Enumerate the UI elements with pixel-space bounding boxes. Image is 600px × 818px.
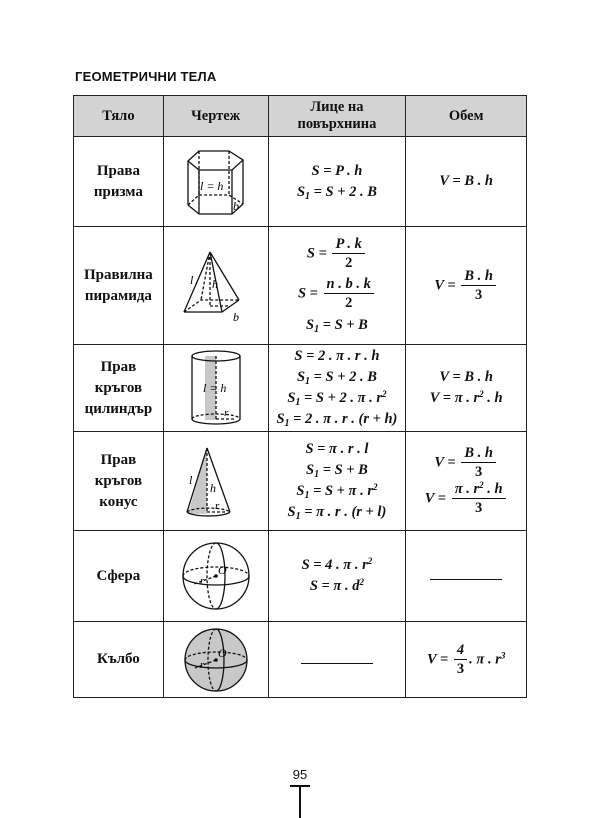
no-value-dash — [301, 663, 373, 664]
svg-text:O: O — [217, 645, 227, 660]
table-header-row — [74, 96, 527, 137]
svg-text:b: b — [232, 309, 239, 324]
volume-formula-ball: V = $\frac{4}{3}$ . π . $r^3$ — [406, 622, 527, 698]
section-heading: ГЕОМЕТРИЧНИ ТЕЛА — [75, 69, 217, 84]
volume-formula-pyramid: V = $\frac{B . h}{3}$ — [406, 227, 527, 345]
body-name-prism: Права призма — [74, 137, 164, 227]
hexagonal-prism-icon — [181, 144, 251, 220]
page-marker-icon — [289, 784, 311, 818]
body-name-ball: Кълбо — [74, 622, 164, 698]
svg-text:l = h: l = h — [199, 178, 224, 193]
volume-formula-cone: V = $\frac{B . h}{3}$ V = $\frac{\pi . r^2 . h}{3}$ — [406, 432, 527, 531]
no-value-dash — [430, 579, 502, 580]
page-number: 95 — [292, 767, 308, 782]
area-formula-ball — [268, 622, 406, 698]
volume-formula-prism: V = B . h — [406, 137, 527, 227]
header-drawing: Чертеж — [163, 96, 268, 137]
body-name-sphere: Сфера — [74, 531, 164, 622]
header-body: Тяло — [74, 96, 164, 137]
area-formula-pyramid: S = $\frac{P . k}{2}$ S = $\frac{n . b . k}{2}$ $S_1 = S + B$ — [268, 227, 406, 345]
area-formula-cone: S = π . r . l $S_1 = S + B$ $S_1 = S + \pi$ . $r^2$ $S_1 = \pi$ . r . (r + l) — [268, 432, 406, 531]
geometric-bodies-table — [73, 95, 527, 698]
svg-text:O: O — [217, 563, 227, 577]
drawing-sphere — [163, 531, 268, 622]
table-row — [74, 227, 527, 345]
svg-text:l: l — [189, 272, 193, 287]
table-row — [74, 345, 527, 432]
svg-text:h: h — [209, 481, 216, 495]
drawing-cylinder — [163, 345, 268, 432]
body-name-cone: Прав кръгов конус — [74, 432, 164, 531]
svg-text:r: r — [199, 658, 204, 671]
svg-text:h: h — [211, 276, 218, 291]
area-formula-prism: S = P . h $S_1 = S + 2$ . B — [268, 137, 406, 227]
drawing-prism — [163, 137, 268, 227]
svg-text:r: r — [214, 500, 219, 512]
pyramid-icon — [179, 248, 253, 324]
body-name-pyramid: Правилна пирамида — [74, 227, 164, 345]
drawing-pyramid — [163, 227, 268, 345]
table-row — [74, 622, 527, 698]
drawing-cone — [163, 432, 268, 531]
cylinder-icon — [181, 348, 251, 428]
svg-text:b: b — [232, 198, 239, 213]
volume-formula-cylinder: V = B . h V = π . $r^2$ . h — [406, 345, 527, 432]
table-row — [74, 137, 527, 227]
volume-formula-sphere — [406, 531, 527, 622]
svg-text:l: l — [188, 473, 192, 487]
drawing-ball — [163, 622, 268, 698]
table-row — [74, 432, 527, 531]
svg-text:l = h: l = h — [202, 381, 227, 395]
header-volume: Обем — [406, 96, 527, 137]
svg-text:r: r — [223, 407, 228, 419]
area-formula-sphere: S = 4 . π . $r^2$ S = π . $d^2$ — [268, 531, 406, 622]
table-row — [74, 531, 527, 622]
ball-icon — [180, 624, 252, 696]
svg-text:r: r — [199, 575, 204, 587]
cone-icon — [181, 440, 251, 522]
area-formula-cylinder: S = 2 . π . r . h $S_1 = S + 2$ . B $S_1 = S + 2$ . π . $r^2$ $S_1 = 2$ . π . r . (r + h) — [268, 345, 406, 432]
header-surface-area: Лице на повърхнина — [268, 96, 406, 137]
sphere-icon — [178, 538, 254, 614]
body-name-cylinder: Прав кръгов цилиндър — [74, 345, 164, 432]
